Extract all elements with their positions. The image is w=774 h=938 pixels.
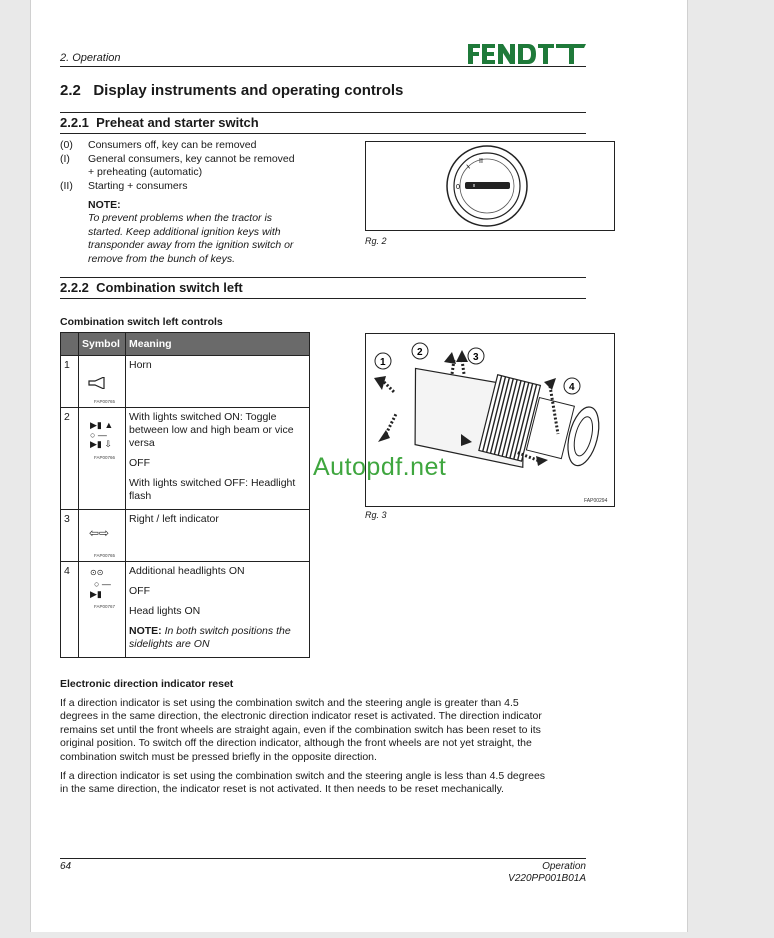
row-meaning <box>126 408 310 510</box>
switch-positions-list <box>60 139 330 193</box>
symbol-code: FAP00766 <box>94 455 116 460</box>
ignition-switch-drawing <box>366 142 614 230</box>
note-label: NOTE: <box>88 199 121 211</box>
meaning-line: flash <box>129 490 152 502</box>
row-symbol <box>79 562 126 658</box>
item-key: (I) <box>60 152 70 165</box>
paragraph-line: remains set until the front wheels are straight again, even if the combination switch has been reset to its <box>60 723 541 736</box>
footer-doc-code: V220PP001B01A <box>508 873 586 884</box>
meaning-line: Additional headlights ON <box>129 565 245 577</box>
paragraph-line: original position. To switch off the direction indicator, although the front wheels are not yet straight, the <box>60 737 532 750</box>
row-note-text: sidelights are ON <box>129 638 210 650</box>
sec1-heading: 2.2.1 Preheat and starter switch <box>60 115 259 130</box>
row-symbol <box>79 356 126 408</box>
sec1-rule-top <box>60 112 586 113</box>
symbol-code: FAP00765 <box>94 399 116 404</box>
list-item <box>60 153 330 167</box>
list-item <box>60 139 330 153</box>
headlights-icon: ▶▮ <box>90 589 102 599</box>
low-beam-icon: ▶▮ ⇩ <box>90 439 112 449</box>
footer-rule <box>60 858 586 859</box>
item-text: + preheating (automatic) <box>88 166 203 178</box>
row-number: 3 <box>61 510 79 562</box>
pos-0-mark: 0 <box>456 184 460 191</box>
fendt-logo <box>468 42 586 66</box>
meaning-line: OFF <box>129 457 150 469</box>
row-number: 4 <box>61 562 79 658</box>
pos-2-mark: II <box>479 158 483 165</box>
row-meaning <box>126 510 310 562</box>
paragraph-line: degrees in the same direction, the electronic direction indicator reset is activated. The direction indicator <box>60 710 542 723</box>
figure-code: FAP00294 <box>584 498 608 504</box>
additional-headlights-icon: ⊙⊙ <box>90 568 104 577</box>
logo-text: FENDT <box>468 42 472 43</box>
list-item <box>60 166 330 180</box>
note-line: started. Keep additional ignition keys with <box>88 225 281 238</box>
col-meaning: Meaning <box>126 333 310 356</box>
row-note-text: In both switch positions the <box>164 625 291 637</box>
watermark-text: Autopdf.net <box>313 453 447 481</box>
table-row <box>61 356 310 408</box>
callout-2: 2 <box>417 347 423 358</box>
item-text: General consumers, key cannot be removed <box>88 152 295 165</box>
callout-1: 1 <box>380 357 386 368</box>
reset-heading: Electronic direction indicator reset <box>60 678 234 690</box>
note-line: To prevent problems when the tractor is <box>88 212 273 224</box>
header-rule <box>60 66 586 67</box>
meaning-line: Right / left indicator <box>129 513 219 525</box>
page-number: 64 <box>60 861 72 872</box>
note-line: remove from the bunch of keys. <box>88 252 236 265</box>
horn-icon <box>88 377 108 389</box>
paragraph-line: If a direction indicator is set using the combination switch and the steering angle is less than 4.5 degrees <box>60 770 546 782</box>
meaning-line: With lights switched ON: Toggle <box>129 411 277 423</box>
meaning-line: between low and high beam or vice <box>129 424 294 436</box>
reset-paragraph-2 <box>60 770 586 797</box>
table-row <box>61 562 310 658</box>
indicator-arrows-icon: ⇦⇨ <box>89 526 110 540</box>
meaning-line: versa <box>129 437 155 449</box>
high-beam-icon: ▶▮ ▲ <box>90 420 114 430</box>
sec1-rule-bottom <box>60 133 586 134</box>
row-meaning <box>126 562 310 658</box>
row-symbol <box>79 408 126 510</box>
note-line: transponder away from the ignition switch or <box>88 239 294 251</box>
callout-4: 4 <box>569 382 575 393</box>
table-title: Combination switch left controls <box>60 316 223 328</box>
item-text: Consumers off, key can be removed <box>88 139 257 151</box>
symbol-code: FAP00767 <box>94 604 116 609</box>
fig3-caption: Rg. 3 <box>365 510 387 520</box>
meaning-line: Head lights ON <box>129 605 201 617</box>
list-item <box>60 180 330 194</box>
paragraph-line: combination switch must be pressed briefly in the opposite direction. <box>60 750 377 763</box>
pos-1-mark: I <box>465 163 472 171</box>
row-note <box>129 625 306 651</box>
item-key: (0) <box>60 139 73 151</box>
meaning-line: OFF <box>129 585 150 597</box>
row-number: 1 <box>61 356 79 408</box>
off-mark-icon: ○ — <box>94 579 111 589</box>
paragraph-line: in the same direction, the indicator reset is not activated. It then needs to be reset mechanically. <box>60 783 504 796</box>
meaning-line: Horn <box>129 359 152 371</box>
item-text: Starting + consumers <box>88 179 188 192</box>
row-note-label: NOTE: <box>129 625 162 637</box>
reset-paragraph-1 <box>60 697 586 764</box>
sec2-heading: 2.2.2 Combination switch left <box>60 280 243 295</box>
row-symbol <box>79 510 126 562</box>
controls-table <box>60 332 310 658</box>
symbol-code: FAP00765 <box>94 553 116 558</box>
sec2-rule-bottom <box>60 298 586 299</box>
figure-ignition-switch <box>365 141 615 231</box>
row-meaning <box>126 356 310 408</box>
item-key: (II) <box>60 179 73 192</box>
table-row <box>61 408 310 510</box>
col-symbol: Symbol <box>79 333 126 356</box>
col-number <box>61 333 79 356</box>
row-number: 2 <box>61 408 79 510</box>
meaning-line: With lights switched OFF: Headlight <box>129 477 296 489</box>
footer-chapter: Operation <box>542 861 586 872</box>
running-header-section: 2. Operation <box>60 52 121 64</box>
table-header-row <box>61 333 310 356</box>
note-text <box>88 212 328 266</box>
page-title: 2.2 Display instruments and operating controls <box>60 82 404 99</box>
callout-3: 3 <box>473 352 479 363</box>
fig2-caption: Rg. 2 <box>365 236 387 246</box>
off-mark-icon: ○ — <box>90 430 107 440</box>
table-row <box>61 510 310 562</box>
paragraph-line: If a direction indicator is set using the combination switch and the steering angle is greater than 4.5 <box>60 697 519 709</box>
sec2-rule-top <box>60 277 586 278</box>
